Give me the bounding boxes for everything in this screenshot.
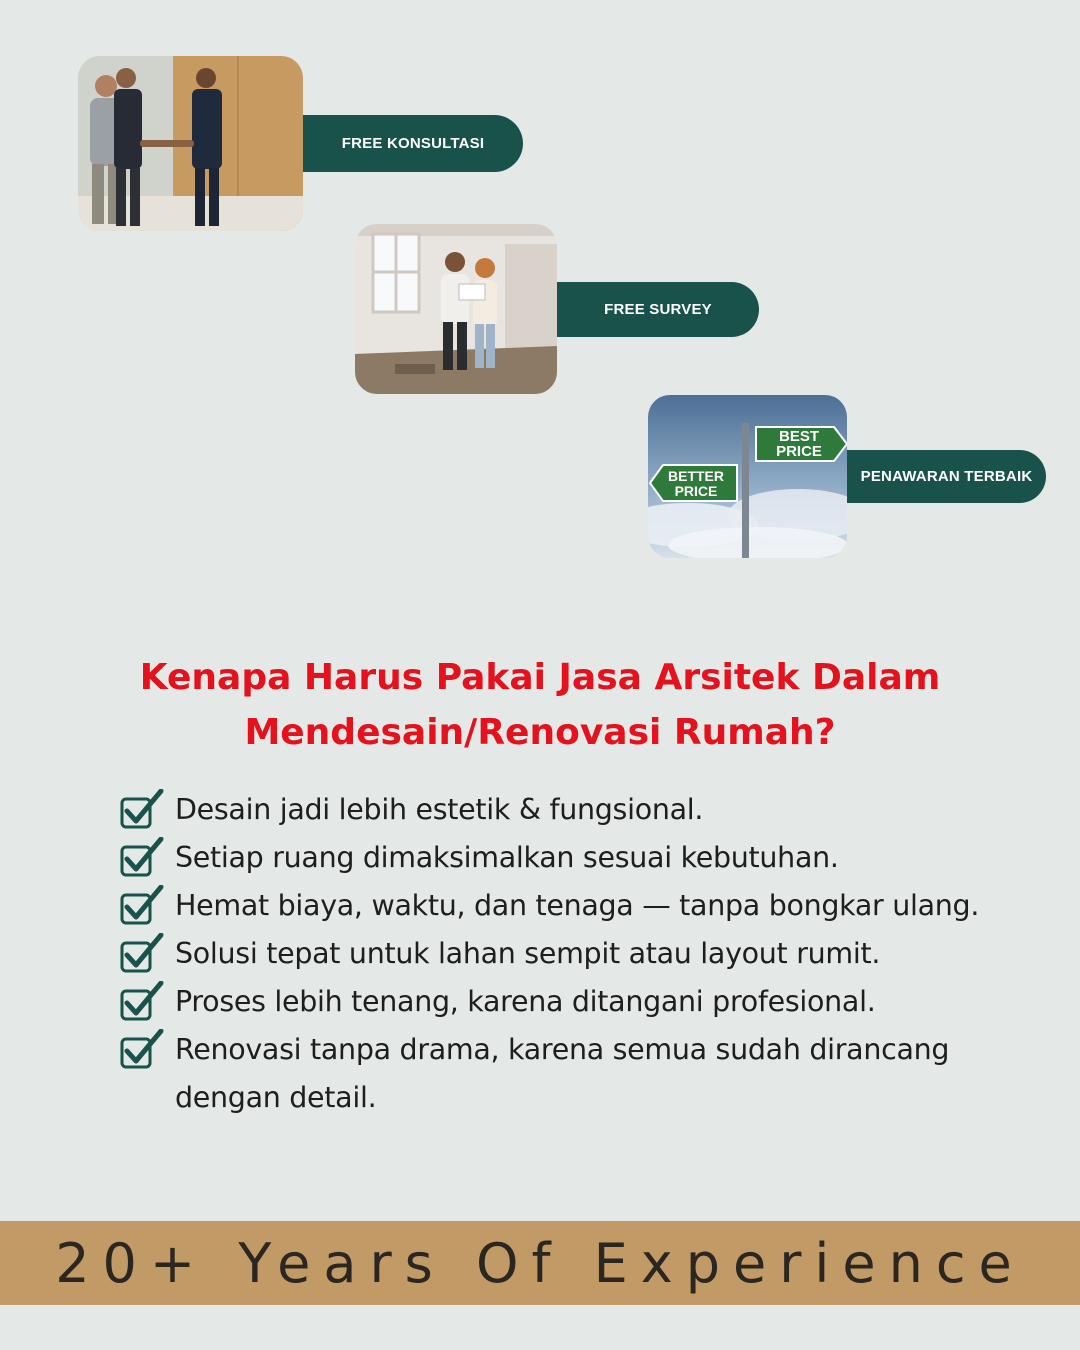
benefit-text: Solusi tepat untuk lahan sempit atau layout rumit. bbox=[175, 937, 881, 970]
couple-room-survey-photo bbox=[355, 224, 557, 394]
service-pill-penawaran bbox=[847, 450, 1046, 503]
benefit-text: Setiap ruang dimaksimalkan sesuai kebutuhan. bbox=[175, 841, 839, 874]
heading-line-2: Mendesain/Renovasi Rumah? bbox=[244, 712, 836, 753]
service-label: PENAWARAN TERBAIK bbox=[860, 468, 1033, 485]
banner-text: 20+ Years Of Experience bbox=[55, 1231, 1025, 1295]
list-item bbox=[118, 978, 1048, 1026]
best-price-sign-line2: PRICE bbox=[776, 443, 822, 460]
benefit-text: Hemat biaya, waktu, dan tenaga — tanpa bongkar ulang. bbox=[175, 889, 980, 922]
list-item bbox=[118, 786, 1048, 834]
benefit-text: Renovasi tanpa drama, karena semua sudah dirancang dengan detail. bbox=[175, 1033, 950, 1114]
benefits-list bbox=[118, 786, 1048, 1122]
list-item bbox=[118, 882, 1048, 930]
list-item bbox=[118, 930, 1048, 978]
heading-line-1: Kenapa Harus Pakai Jasa Arsitek Dalam bbox=[139, 657, 941, 698]
service-pill-konsultasi bbox=[303, 115, 523, 172]
benefit-text: Proses lebih tenang, karena ditangani profesional. bbox=[175, 985, 876, 1018]
service-label: FREE SURVEY bbox=[604, 301, 712, 318]
best-price-sign: BEST bbox=[778, 428, 820, 445]
experience-banner bbox=[0, 1221, 1080, 1305]
list-item bbox=[118, 1026, 1048, 1122]
checkbox-check-icon bbox=[118, 981, 164, 1023]
better-price-sign: BETTER bbox=[668, 468, 724, 484]
best-price-sign-photo bbox=[648, 395, 847, 558]
service-label: FREE KONSULTASI bbox=[341, 135, 485, 152]
checkbox-check-icon bbox=[118, 885, 164, 927]
benefit-text: Desain jadi lebih estetik & fungsional. bbox=[175, 793, 704, 826]
checkbox-check-icon bbox=[118, 789, 164, 831]
business-handshake-photo bbox=[78, 56, 303, 231]
checkbox-check-icon bbox=[118, 933, 164, 975]
checkbox-check-icon bbox=[118, 837, 164, 879]
service-pill-survey bbox=[557, 282, 759, 337]
list-item bbox=[118, 834, 1048, 882]
checkbox-check-icon bbox=[118, 1029, 164, 1071]
page-heading bbox=[60, 650, 1020, 760]
better-price-sign-line2: PRICE bbox=[674, 483, 718, 499]
